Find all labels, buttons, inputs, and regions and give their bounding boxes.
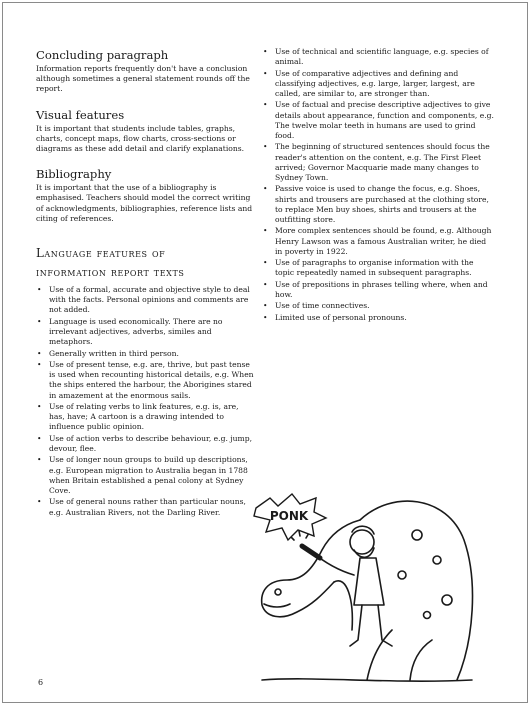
bibliography-heading: Bibliography: [36, 167, 112, 182]
dinosaur-mouth: [264, 604, 290, 607]
list-item: • More complex sentences should be found, e.g. Although Henry Lawson was a famous Australian writer, he died in poverty in 1922.: [262, 226, 494, 257]
list-item: • Use of longer noun groups to build up descriptions, e.g. European migration to Australia began in 1788 when Britain established a penal colony at Sydney Cove.: [36, 455, 254, 496]
list-item: • Use of a formal, accurate and objective style to deal with the facts. Personal opinions and comments are not added.: [36, 285, 254, 316]
list-item: • Use of comparative adjectives and defining and classifying adjectives, e.g. large, larger, largest, are called, are similar to, are stronger than.: [262, 69, 494, 100]
caveman-leg-right: [378, 605, 392, 646]
bibliography-text: It is important that the use of a bibliography is emphasised. Teachers should model the correct writing of acknowledgments, bibliographies, reference lists and citing of references.: [36, 183, 253, 223]
list-item: • Use of general nouns rather than particular nouns, e.g. Australian Rivers, not the Darling River.: [36, 497, 254, 517]
list-item: • Limited use of personal pronouns.: [262, 313, 494, 323]
caveman-tunic: [354, 558, 384, 605]
concluding-heading: Concluding paragraph: [36, 48, 169, 62]
language-features-list: [36, 285, 254, 518]
sound-effect-text: PONK: [269, 509, 309, 523]
page-number: 6: [38, 678, 44, 687]
list-item: • Use of technical and scientific language, e.g. species of animal.: [262, 47, 494, 67]
right-column: [262, 47, 494, 324]
list-item: • Use of relating verbs to link features, e.g. is, are, has, have; A cartoon is a drawing intended to influence public opinion.: [36, 402, 254, 433]
concluding-text: Information reports frequently don't have a conclusion although sometimes a general statement rounds off the report.: [36, 64, 250, 94]
list-item: • Use of present tense, e.g. are, thrive, but past tense is used when recounting historical details, e.g. When the ships entered the harbour, the Aborigines stared in amazement at the enormous sails.: [36, 360, 254, 401]
left-column: [36, 48, 254, 519]
dinosaur-leg: [367, 630, 392, 680]
language-features-heading: [36, 244, 254, 282]
list-item: • The beginning of structured sentences should focus the reader's attention on the content, e.g. The First Fleet arrived; Governor Macquarie made many changes to Sydney Town.: [262, 142, 494, 183]
dinosaur-eye: [275, 589, 281, 595]
dinosaur-leg-rear: [410, 640, 432, 680]
language-features-heading-line1: Language features of: [36, 246, 166, 261]
caveman-dinosaur-illustration: [242, 480, 480, 690]
list-item: • Passive voice is used to change the focus, e.g. Shoes, shirts and trousers are purchased at the clothing store, to replace Men buy shoes, shirts and trousers at the outfitting store.: [262, 184, 494, 225]
dinosaur-chest: [334, 581, 352, 630]
sound-effect-burst: [254, 494, 326, 540]
visual-features-heading: Visual features: [36, 107, 125, 122]
list-item: • Use of time connectives.: [262, 301, 494, 311]
dinosaur-back: [360, 501, 472, 680]
language-features-list-continued: [262, 47, 494, 323]
list-item: • Generally written in third person.: [36, 349, 254, 359]
list-item: • Use of action verbs to describe behaviour, e.g. jump, devour, flee.: [36, 434, 254, 454]
list-item: • Use of prepositions in phrases telling where, when and how.: [262, 280, 494, 300]
list-item: • Use of paragraphs to organise information with the topic repeatedly named in subsequent paragraphs.: [262, 258, 494, 278]
visual-features-text: It is important that students include tables, graphs, charts, concept maps, flow charts, cross-sections or diagrams as these add detail and clarify explanations.: [36, 123, 245, 154]
caveman-club: [302, 546, 320, 558]
list-item: • Language is used economically. There are no irrelevant adjectives, adverbs, similes and metaphors.: [36, 317, 254, 348]
language-features-heading-line2: information report texts: [36, 265, 185, 280]
list-item: • Use of factual and precise descriptive adjectives to give details about appearance, function and components, e.g. The twelve molar teeth in humans are used to grind food.: [262, 100, 494, 141]
